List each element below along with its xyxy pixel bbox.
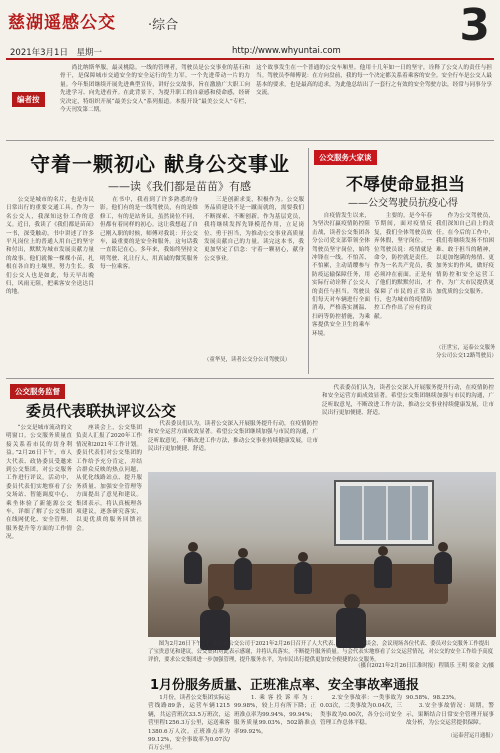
article-col-1: “公交是城市流动的文明窗口，公交服务质量直接关系着市民的切身利益。”2月26日下午，市人大代表、政协委员受邀来到公交集团，对公交服务工作进行评议。活动中，委员代表们实地察看了公交场站、智能调度中心，乘坐体验了新能源公交车，详细了解了公交集团在线网优化、安全管理、服务提升等方面的工作情况。 <box>6 425 72 541</box>
article-title: 守着一颗初心 献身公交事业 <box>30 152 290 176</box>
person <box>434 552 452 584</box>
person <box>294 562 312 594</box>
article-byline: （汪世宝，运泰公交服务分公司公交12路驾驶员） <box>436 345 497 359</box>
person-head <box>188 542 198 552</box>
masthead <box>0 0 500 58</box>
website-url[interactable]: http://www.whyuntai.com <box>232 46 341 56</box>
article-col-3: 作为公交驾驶员，我们深知自己肩上的责任。在今后的工作中，我们将继续发扬不怕困难、敢于担当的精神，以更加饱满的热情、更加务实的作风，做好疫情防控和安全运营工作，为广大市民提供更加优质的公交服务。 <box>436 213 494 295</box>
presentation-screen <box>334 480 434 546</box>
editor-note-right: 这个故事发生在一个普通的公交车厢里。他用十几年如一日的坚守，诠释了公交人的责任与担当。驾驶员李师傅说：在方向盘前，我的每一个决定都关系着乘客的安全。安全行车是公交人最基本的要求，也是最高的追求，为此他总结出了一套行之有效的安全驾驶方法，经常与同事分享交流。 <box>256 65 492 97</box>
article-col-2: 座谈会上，公交集团负责人汇报了2020年工作情况和2021年工作计划。委员代表们对公交集团的工作给予充分肯定，并结合群众反映的热点问题，从优化线路站点、提升服务质量、加强安全管理等方面提出了意见和建议。集团表示，将认真梳理各项建议，逐条研究落实，以更优质的服务回馈社会。 <box>76 425 142 532</box>
article-col-4: 代表委员们认为，读者公交深入开展服务提升行动，在疫情防控和安全运营方面成效显著。希望公交集团继续加强与市民的沟通，广泛听取意见，不断改进工作方法，推动公交事业持续健康发展，让市民出行更加便捷、舒适。 <box>322 385 494 417</box>
page-number: 3 <box>459 0 490 51</box>
article-subtitle: ——公交驾驶员抗疫心得 <box>348 198 458 209</box>
article-col-2: 主要的，是今年春节期间，面对疫情反复，我们全体驾驶员放弃休假，坚守岗位。一位驾驶员说：疫情就是命令，防控就是责任。作为一名共产党员，我必须冲在前面。正是有了他们的默默付出，才保障了市民的正常出行，也为城市的疫情防控工作作出了应有的贡献。 <box>374 213 432 320</box>
article-col-1: 自疫情发生以来，为坚决打赢疫情防控阻击战，读者公交集团各分公司党支部带领全体驾驶员坚守岗位，始终冲锋在一线。不怕苦、不怕累，主动请缨参与防疫运输保障任务，用实际行动诠释了公交人的责任与担当。驾驶员们每天对车辆进行全面消毒，严格落实测温、扫码等防控措施，为乘客提供安全卫生的乘车环境。 <box>312 213 370 337</box>
article-title: 委员代表联执评议公交 <box>26 402 177 420</box>
service-talk-tag: 公交服务大家谈 <box>314 150 377 165</box>
masthead-rule <box>6 58 494 60</box>
article-col-3: 2.安全事故率：一类事故为0.03次，二类事故为0.04次，三类事故为0.00次，各分公司安全管理工作总体平稳。 <box>320 695 402 727</box>
article-title: 不辱使命显担当 <box>346 175 465 195</box>
article-col-2: 1.乘客投诉率为：99.98%，较上月有所下降；正班准点率为99.94%，99.94%；服务质量99.03%，502路准点率99.92%。 <box>234 695 316 735</box>
article-byline: （运泰营运月通报） <box>447 733 496 739</box>
person-head <box>298 552 308 562</box>
article-col-3: 三是创新求变，积极作为。公交服务品质建设不是一蹴而就的，需要我们不断探索、不断创新。作为基层党员，我将继续发挥先锋模范作用，立足岗位、勇于担当，为推动公交事业高质量发展贡献自己的力量。读完这本书，我更加坚定了信念：守着一颗初心，献身公交事业。 <box>204 197 304 262</box>
service-supervision-tag: 公交服务监督 <box>10 384 65 399</box>
person-head <box>378 546 388 556</box>
article-subtitle: ——读《我们都是苗苗》有感 <box>108 180 251 193</box>
person-head <box>238 548 248 558</box>
newspaper-brand: 慈湖遥感公交 <box>8 13 116 33</box>
person <box>184 552 202 584</box>
article-col-1: 1月份，读者公交集团实际运营线路89条，运营车辆1215辆，共运营班次33.5万班次，运营里程1256.3万公里，运送乘客1380.6万人次。正班准点率为99.12%，安全事故率为0.07次/百万公里。 <box>148 695 230 752</box>
section-label: ·综合 <box>148 18 179 33</box>
editor-note-left: 尚比纳斯华服，最灵桃隐。一线的管理者，驾驶员是公交事业的基石和骨干，是保障城市交通安全的安全运行的生力军。一个先进带动一片的力量。今年集团继续开展先进典型宣传，讲好公交故事，旨在激励广大职工向先进学习、向先进看齐。在此背景下，为提升职工的自豪感和使命感，经研究决定，特组织开展“最美公交人”系列报道。本报开设“最美公交人”专栏，今天刊发第二期。 <box>60 65 250 114</box>
article-title: 1月份服务质量、正班准点率、安全事故率通报 <box>150 678 420 693</box>
photo-caption: 图为2月26日下午，广德县市公交公司于2021年2月26日召开了人大代表、政协委员座谈会，会议现场各位代表、委员对公交服务工作提出了宝贵意见和建议，公交集团对此表示感谢，并将认真落实，不断提升服务质量。与会代表实地察看了公交运营情况，对公交的安全工作给予高度评价，要求公交集团进一步加强管理，提升服务水平，为市民出行提供更加安全便捷的公交服务。 <box>148 641 494 663</box>
person <box>234 558 252 590</box>
meeting-photo <box>148 472 496 637</box>
issue-date: 2021年3月1日 星期一 <box>10 48 102 58</box>
article-col-2: 在书中，我看到了许多熟悉的身影。他们有的是一线驾驶员，有的是维修工，有的是站务员，虽然岗位不同，但都有着同样的初心。这让我想起了自己刚入职的时候，师傅对我说：开公交车，最重要的是安全和服务。这句话我一直铭记在心。多年来，我始终坚持文明驾驶、礼让行人，用真诚的微笑服务每一位乘客。 <box>100 197 198 271</box>
divider <box>6 140 494 141</box>
editor-note-tag: 编者按 <box>12 92 45 107</box>
column-divider <box>308 148 309 374</box>
divider <box>6 378 494 379</box>
article-col-1: 公交是城市的名片，也是市民日常出行的重要交通工具。作为一名公交人，我深知这份工作的意义。近日，我读了《我们都是苗苗》一书，深受触动。书中讲述了许多平凡岗位上的普通人用自己的坚守和付出，默默为城市发展贡献力量的故事。他们就像一棵棵小苗，扎根在各自的土壤里，努力生长。我们公交人也是如此，每天早出晚归，风雨无阻，把乘客安全送达目的地。 <box>6 197 94 296</box>
photo-credit: （摄自2021年2月26日江淮时报）程锁乐 王明 梁金 文/摄 <box>355 663 494 669</box>
article-col-4: 90.58%、98.23%。 3.安全事故情况：周期，警示，果断结合日常安全管理开展事故分析，为公交运营提供保障。 <box>406 695 494 727</box>
person <box>374 556 392 588</box>
article-col-3: 代表委员们认为，读者公交深入开展服务提升行动，在疫情防控和安全运营方面成效显著。希望公交集团继续加强与市民的沟通，广泛听取意见，不断改进工作方法，推动公交事业持续健康发展，让市民出行更加便捷、舒适。 <box>148 421 318 453</box>
article-byline: （童华昊，读者公交分公司驾驶员） <box>204 357 291 363</box>
person-head <box>438 542 448 552</box>
